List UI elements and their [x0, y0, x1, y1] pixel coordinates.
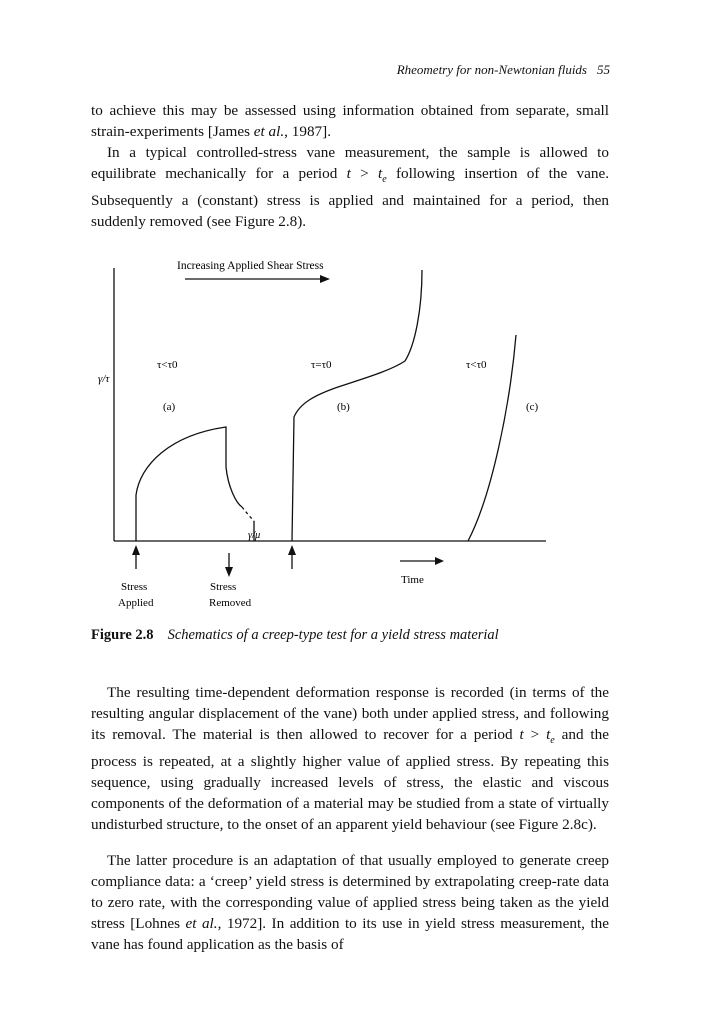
page-number: 55 [597, 62, 610, 77]
paragraph-3: The resulting time-dependent deformation response is recorded (in terms of the resulting angular displacement of the vane) both under applied stress, and following its removal. The material is then allowed to recover for a period $t > t_e$ and the process is repeated, at a slightly higher value of applied stress. By repeating this sequence, using gradually increased levels of stress, the elastic and viscous components of the deformation of a material may be studied from a state of virtually undisturbed structure, to the onset of an apparent yield behaviour (see Figure 2.8c). [91, 684, 609, 834]
curve-a-creep [136, 427, 242, 541]
panel-c-condition: τ<τ0 [466, 359, 487, 371]
caption-text: Schematics of a creep-type test for a yield stress material [167, 627, 499, 643]
recovery-label: γ/μ [248, 530, 261, 541]
stress-applied-label-2: Applied [118, 597, 154, 609]
top-label: Increasing Applied Shear Stress [177, 260, 324, 272]
stress-applied-label-1: Stress [121, 581, 148, 593]
panel-c-letter: (c) [526, 401, 539, 413]
figure-2-8 [100, 255, 560, 620]
running-title: Rheometry for non-Newtonian fluids [396, 62, 587, 77]
paragraph-1: to achieve this may be assessed using information obtained from separate, small strain-experiments [James et al., 1987]. [91, 102, 609, 140]
stress-removed-label-1: Stress [210, 581, 237, 593]
panel-b-condition: τ=τ0 [311, 359, 332, 371]
panel-a-letter: (a) [163, 401, 176, 413]
increasing-stress-arrowhead [320, 275, 330, 283]
stress-removed-arrowhead [225, 567, 233, 577]
figure-caption [91, 627, 631, 644]
stress-applied-arrowhead [132, 545, 140, 555]
curve-a-recovery-dashed [242, 507, 254, 521]
creep-test-schematic [100, 255, 560, 620]
time-label: Time [401, 574, 424, 586]
panel-b-letter: (b) [337, 401, 350, 413]
paragraph-4: The latter procedure is an adaptation of that usually employed to generate creep compliance data: a ‘creep’ yield stress is determined by extrapolating creep-rate data to zero rate, with the corresponding value of applied stress being taken as the yield stress [Lohnes et al., 1972]. In addition to its use in yield stress measurement, the vane has found application as the basis of [91, 852, 609, 953]
time-arrowhead [435, 557, 444, 565]
curve-b [292, 270, 422, 541]
running-head [397, 62, 610, 78]
y-axis-label: γ/τ [98, 373, 110, 385]
caption-label: Figure 2.8 [91, 627, 154, 643]
panel-a-condition: τ<τ0 [157, 359, 178, 371]
stress-reapplied-arrowhead [288, 545, 296, 555]
stress-removed-label-2: Removed [209, 597, 252, 609]
paragraph-2: In a typical controlled-stress vane measurement, the sample is allowed to equilibrate mechanically for a period $t > t_e$ following insertion of the vane. Subsequently a (constant) stress is applied and maintained for a period, then suddenly removed (see Figure 2.8). [91, 144, 609, 231]
